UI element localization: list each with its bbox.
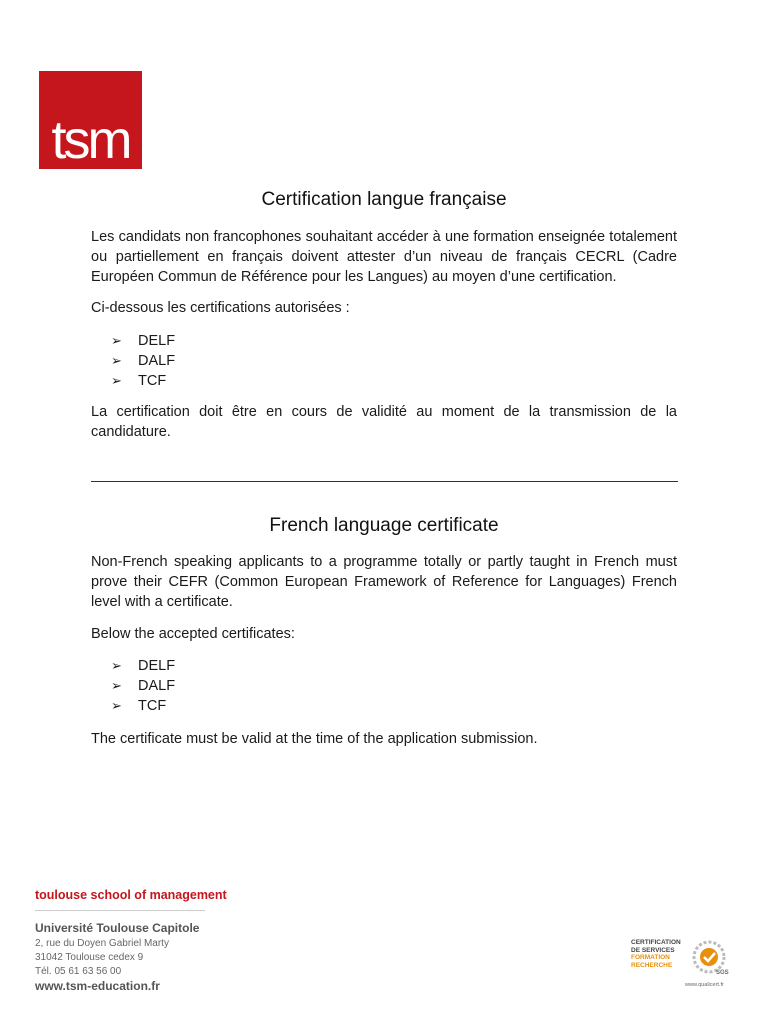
svg-text:SGS: SGS: [716, 970, 729, 976]
footer-phone: Tél. 05 61 63 56 00: [35, 966, 122, 977]
list-item: ➢ TCF: [111, 373, 167, 389]
tsm-logo: [39, 71, 142, 169]
qualicert-logo-icon: [690, 939, 732, 977]
arrow-bullet-icon: ➢: [111, 353, 122, 368]
en-cert-list: [91, 656, 677, 716]
footer-university: Université Toulouse Capitole: [35, 921, 200, 935]
en-intro: Non-French speaking applicants to a programme totally or partly taught in French must prove their CEFR (Common European Framework of Reference for Languages) French level with a certificate.: [91, 554, 677, 610]
footer-school-name: toulouse school of management: [35, 888, 227, 902]
fr-cert-list: [91, 331, 677, 391]
certification-website: www.qualicert.fr: [685, 982, 724, 988]
section-divider: [91, 481, 678, 482]
arrow-bullet-icon: ➢: [111, 678, 122, 693]
en-note: The certificate must be valid at the time of the application submission.: [91, 731, 538, 747]
footer-divider: [35, 910, 205, 911]
logo-text: tsm: [51, 110, 130, 170]
list-item: ➢ DELF: [111, 658, 176, 674]
arrow-bullet-icon: ➢: [111, 373, 122, 388]
arrow-bullet-icon: ➢: [111, 333, 122, 348]
list-item: ➢ DALF: [111, 678, 176, 694]
footer-address-line1: 2, rue du Doyen Gabriel Marty: [35, 938, 169, 949]
en-list-intro: Below the accepted certificates:: [91, 626, 295, 642]
fr-note: La certification doit être en cours de validité au moment de la transmission de la candidature.: [91, 404, 677, 440]
arrow-bullet-icon: ➢: [111, 658, 122, 673]
fr-intro: Les candidats non francophones souhaitant accéder à une formation enseignée totalement ou partiellement en français doivent attester d’un niveau de français CECRL (Cadre Européen Commun de Référence pour les Langues) au moyen d’une certification.: [91, 229, 677, 285]
en-title: French language certificate: [269, 515, 499, 536]
fr-list-intro: Ci-dessous les certifications autorisées :: [91, 300, 350, 316]
list-item: ➢ DALF: [111, 353, 176, 369]
footer-website-link[interactable]: www.tsm-education.fr: [35, 979, 160, 993]
certification-badge: [631, 939, 741, 989]
footer-address-line2: 31042 Toulouse cedex 9: [35, 952, 144, 963]
list-item: ➢ TCF: [111, 698, 167, 714]
fr-title: Certification langue française: [261, 189, 507, 210]
arrow-bullet-icon: ➢: [111, 698, 122, 713]
list-item: ➢ DELF: [111, 333, 176, 349]
certification-text: CERTIFICATION DE SERVICES FORMATION RECHERCHE: [631, 939, 681, 969]
